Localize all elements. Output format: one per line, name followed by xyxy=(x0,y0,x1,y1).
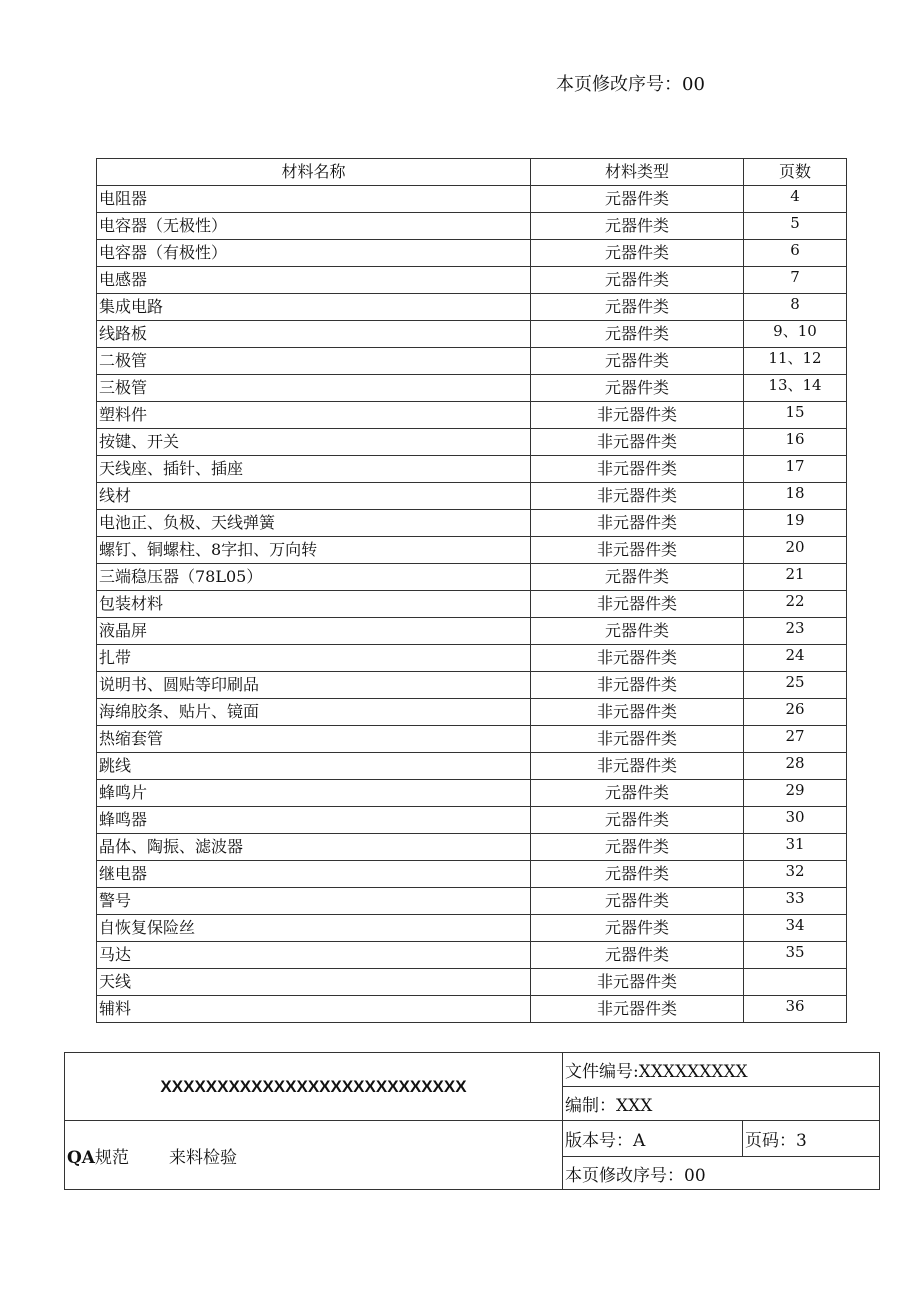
table-row xyxy=(97,510,847,537)
table-row xyxy=(97,240,847,267)
page-count-cell: 24 xyxy=(744,645,847,672)
material-type-cell: 元器件类 xyxy=(531,240,744,267)
page-count-cell: 16 xyxy=(744,429,847,456)
material-type-cell: 非元器件类 xyxy=(531,483,744,510)
page-count-cell: 19 xyxy=(744,510,847,537)
material-name-cell: 警号 xyxy=(97,888,531,915)
table-row xyxy=(97,186,847,213)
material-type-cell: 非元器件类 xyxy=(531,699,744,726)
column-header-material-type: 材料类型 xyxy=(531,159,744,186)
table-row xyxy=(97,456,847,483)
material-name-cell: 按键、开关 xyxy=(97,429,531,456)
table-row xyxy=(97,672,847,699)
table-row xyxy=(97,996,847,1023)
page-revision-number: 本页修改序号：00 xyxy=(556,74,705,95)
material-name-cell: 线路板 xyxy=(97,321,531,348)
material-type-cell: 非元器件类 xyxy=(531,672,744,699)
table-row xyxy=(97,645,847,672)
material-type-cell: 元器件类 xyxy=(531,294,744,321)
table-row xyxy=(97,321,847,348)
material-type-cell: 元器件类 xyxy=(531,321,744,348)
material-name-cell: 跳线 xyxy=(97,753,531,780)
material-type-cell: 元器件类 xyxy=(531,267,744,294)
page-count-cell: 20 xyxy=(744,537,847,564)
material-type-cell: 非元器件类 xyxy=(531,537,744,564)
table-row xyxy=(97,348,847,375)
material-type-cell: 非元器件类 xyxy=(531,591,744,618)
table-row xyxy=(97,780,847,807)
page-count-cell: 13、14 xyxy=(744,375,847,402)
table-row xyxy=(97,213,847,240)
page-count-cell: 8 xyxy=(744,294,847,321)
table-row xyxy=(97,537,847,564)
column-header-page-count: 页数 xyxy=(744,159,847,186)
title-spec: 规范 xyxy=(95,1147,129,1168)
table-row xyxy=(97,726,847,753)
table-row xyxy=(97,564,847,591)
material-name-cell: 电感器 xyxy=(97,267,531,294)
material-name-cell: 海绵胶条、贴片、镜面 xyxy=(97,699,531,726)
page-count-cell: 31 xyxy=(744,834,847,861)
material-name-cell: 热缩套管 xyxy=(97,726,531,753)
title-subject: 来料检验 xyxy=(169,1147,237,1168)
table-row xyxy=(97,267,847,294)
material-name-cell: 说明书、圆贴等印刷品 xyxy=(97,672,531,699)
editor: 编制：XXX xyxy=(563,1087,880,1121)
page-number: 页码：3 xyxy=(743,1121,880,1157)
material-name-cell: 辅料 xyxy=(97,996,531,1023)
table-row xyxy=(97,375,847,402)
page-count-cell: 18 xyxy=(744,483,847,510)
page-count-cell: 21 xyxy=(744,564,847,591)
table-header-row xyxy=(97,159,847,186)
page-count-cell: 17 xyxy=(744,456,847,483)
document-title xyxy=(65,1121,563,1190)
material-name-cell: 集成电路 xyxy=(97,294,531,321)
table-row xyxy=(97,483,847,510)
material-name-cell: 线材 xyxy=(97,483,531,510)
material-type-cell: 元器件类 xyxy=(531,348,744,375)
page-count-cell: 11、12 xyxy=(744,348,847,375)
material-type-cell: 元器件类 xyxy=(531,375,744,402)
material-name-cell: 电阻器 xyxy=(97,186,531,213)
material-name-cell: 天线 xyxy=(97,969,531,996)
page-count-cell: 34 xyxy=(744,915,847,942)
table-row xyxy=(97,834,847,861)
page-count-cell: 27 xyxy=(744,726,847,753)
material-type-cell: 元器件类 xyxy=(531,942,744,969)
material-name-cell: 蜂鸣片 xyxy=(97,780,531,807)
document-footer xyxy=(64,1052,880,1190)
material-name-cell: 液晶屏 xyxy=(97,618,531,645)
materials-table xyxy=(96,158,847,1023)
company-name: XXXXXXXXXXXXXXXXXXXXXXXXXXX xyxy=(65,1053,563,1121)
material-type-cell: 非元器件类 xyxy=(531,456,744,483)
page-count-cell: 5 xyxy=(744,213,847,240)
table-row xyxy=(97,915,847,942)
material-type-cell: 元器件类 xyxy=(531,213,744,240)
page-count-cell: 7 xyxy=(744,267,847,294)
material-type-cell: 非元器件类 xyxy=(531,429,744,456)
page-count-cell: 23 xyxy=(744,618,847,645)
material-name-cell: 电容器（有极性） xyxy=(97,240,531,267)
document-number: 文件编号:XXXXXXXXX xyxy=(563,1053,880,1087)
material-type-cell: 元器件类 xyxy=(531,186,744,213)
material-type-cell: 元器件类 xyxy=(531,807,744,834)
page-count-cell: 4 xyxy=(744,186,847,213)
table-row xyxy=(97,294,847,321)
table-row xyxy=(97,888,847,915)
material-name-cell: 塑料件 xyxy=(97,402,531,429)
page-count-cell: 32 xyxy=(744,861,847,888)
page-count-cell: 33 xyxy=(744,888,847,915)
column-header-material-name: 材料名称 xyxy=(97,159,531,186)
material-name-cell: 马达 xyxy=(97,942,531,969)
material-type-cell: 元器件类 xyxy=(531,780,744,807)
material-name-cell: 电容器（无极性） xyxy=(97,213,531,240)
table-row xyxy=(97,942,847,969)
version-number: 版本号：A xyxy=(563,1121,743,1157)
material-name-cell: 电池正、负极、天线弹簧 xyxy=(97,510,531,537)
table-row xyxy=(97,699,847,726)
material-name-cell: 天线座、插针、插座 xyxy=(97,456,531,483)
material-name-cell: 二极管 xyxy=(97,348,531,375)
table-row xyxy=(97,591,847,618)
material-name-cell: 继电器 xyxy=(97,861,531,888)
material-type-cell: 非元器件类 xyxy=(531,753,744,780)
page-count-cell: 22 xyxy=(744,591,847,618)
table-row xyxy=(97,861,847,888)
material-type-cell: 非元器件类 xyxy=(531,969,744,996)
material-type-cell: 元器件类 xyxy=(531,861,744,888)
material-name-cell: 晶体、陶振、滤波器 xyxy=(97,834,531,861)
table-row xyxy=(97,402,847,429)
material-name-cell: 三端稳压器（78L05） xyxy=(97,564,531,591)
page-count-cell: 25 xyxy=(744,672,847,699)
material-type-cell: 元器件类 xyxy=(531,564,744,591)
material-name-cell: 蜂鸣器 xyxy=(97,807,531,834)
page-count-cell: 6 xyxy=(744,240,847,267)
material-type-cell: 非元器件类 xyxy=(531,402,744,429)
material-type-cell: 非元器件类 xyxy=(531,645,744,672)
page-count-cell: 29 xyxy=(744,780,847,807)
material-name-cell: 包装材料 xyxy=(97,591,531,618)
page-count-cell: 28 xyxy=(744,753,847,780)
table-row xyxy=(97,969,847,996)
material-name-cell: 扎带 xyxy=(97,645,531,672)
footer-revision-number: 本页修改序号：00 xyxy=(563,1157,880,1190)
title-qa: QA xyxy=(67,1147,95,1168)
page-count-cell: 15 xyxy=(744,402,847,429)
table-row xyxy=(97,618,847,645)
page-count-cell: 26 xyxy=(744,699,847,726)
material-name-cell: 三极管 xyxy=(97,375,531,402)
page-count-cell: 36 xyxy=(744,996,847,1023)
material-name-cell: 螺钉、铜螺柱、8字扣、万向转 xyxy=(97,537,531,564)
material-type-cell: 元器件类 xyxy=(531,888,744,915)
table-row xyxy=(97,429,847,456)
material-type-cell: 元器件类 xyxy=(531,834,744,861)
material-type-cell: 元器件类 xyxy=(531,915,744,942)
page-count-cell: 9、10 xyxy=(744,321,847,348)
material-type-cell: 非元器件类 xyxy=(531,510,744,537)
table-row xyxy=(97,753,847,780)
material-type-cell: 非元器件类 xyxy=(531,726,744,753)
material-type-cell: 元器件类 xyxy=(531,618,744,645)
page-count-cell xyxy=(744,969,847,996)
table-row xyxy=(97,807,847,834)
material-name-cell: 自恢复保险丝 xyxy=(97,915,531,942)
material-type-cell: 非元器件类 xyxy=(531,996,744,1023)
page-count-cell: 35 xyxy=(744,942,847,969)
page-count-cell: 30 xyxy=(744,807,847,834)
